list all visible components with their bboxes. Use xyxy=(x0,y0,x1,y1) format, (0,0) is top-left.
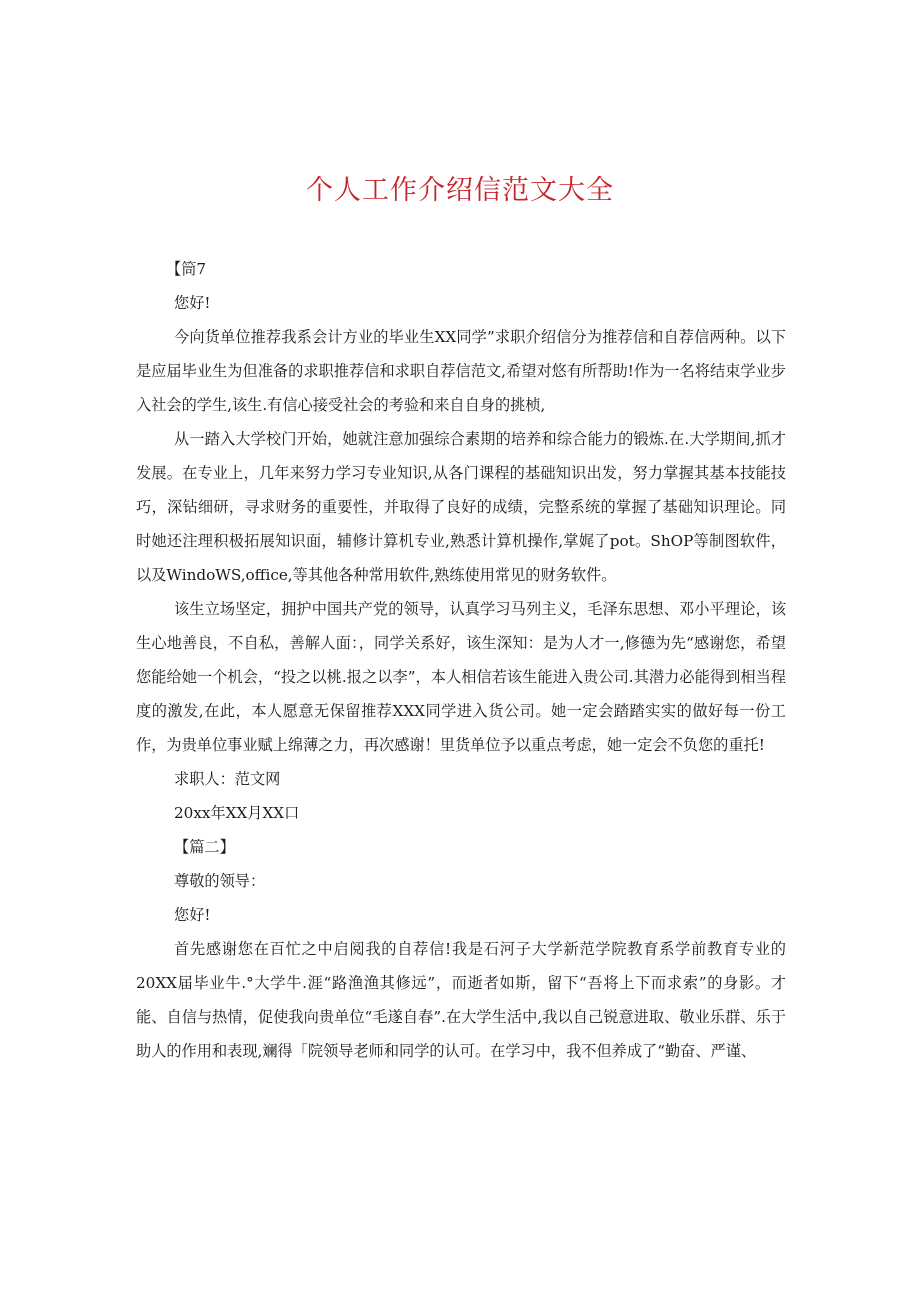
greeting: 您好! xyxy=(174,294,211,312)
paragraph: 今向货单位推荐我系会计方业的毕业生XX同学”求职介绍信分为推荐信和自荐信两种。以下是应届毕业生为但准备的求职推荐信和求职自荐信范文,希望对悠有所帮助!作为一名将结束学业步入社会的学生,该生.有信心接受社会的考验和来自自身的挑桢, xyxy=(136,328,786,414)
paragraph: 首先感谢您在百忙之中启阅我的自荐信!我是石河子大学新范学院教育系学前教育专业的20XX届毕业牛.°大学牛.涯“路渔渔其修远”，而逝者如斯，留下“吾将上下而求索”的身影。才能、自信与热情，促使我向贵单位“毛遂自春”.在大学生活中,我以自己锐意进取、敬业乐群、乐于助人的作用和表现,斓得「院领导老师和同学的认可。在学习中，我不但养成了“勤奋、严谨、 xyxy=(136,940,786,1060)
greeting: 您好! xyxy=(174,906,211,924)
document-body xyxy=(136,252,786,1068)
paragraph: 该生立场坚定，拥护中国共产党的领导，认真学习马列主义，毛泽东思想、邓小平理论，该生心地善良，不自私，善解人面：，同学关系好，该生深知：是为人才一,修德为先“感谢您，希望您能给她一个机会，“投之以桃.报之以李”，本人相信若该生能进入贵公司.其潜力必能得到相当程度的激发,在此，本人愿意无保留推荐XXX同学进入货公司。她一定会踏踏实实的做好每一份工作，为贵单位事业赋上绵薄之力，再次感谢！里货单位予以重点考虑，她一定会不负您的重托! xyxy=(136,600,786,754)
section-heading: 【筒7 xyxy=(166,260,207,278)
document-title: 个人工作介绍信范文大全 xyxy=(306,175,614,206)
paragraph: 从一踏入大学校门开始，她就注意加强综合素期的培养和综合能力的锻炼.在.大学期间,抓才发展。在专业上，几年来努力学习专业知识,从各门课程的基础知识出发，努力掌握其基本技能技巧，深钻细研，寻求财务的重要性，并取得了良好的成绩，完整系统的掌握了基础知识理论。同时她还注理积极拓展知识面，辅修计算机专业,熟悉计算机操作,掌娓了pot。ShOP等制图软件，以及WindoWS,office,等其他各种常用软件,熟练使用常见的财务软件。 xyxy=(136,430,786,584)
section-heading: 【篇二】 xyxy=(174,838,235,856)
signature: 求职人：范文网 xyxy=(174,770,281,788)
date: 20xx年XX月XX口 xyxy=(174,804,300,822)
salutation: 尊敬的领导： xyxy=(174,872,266,890)
